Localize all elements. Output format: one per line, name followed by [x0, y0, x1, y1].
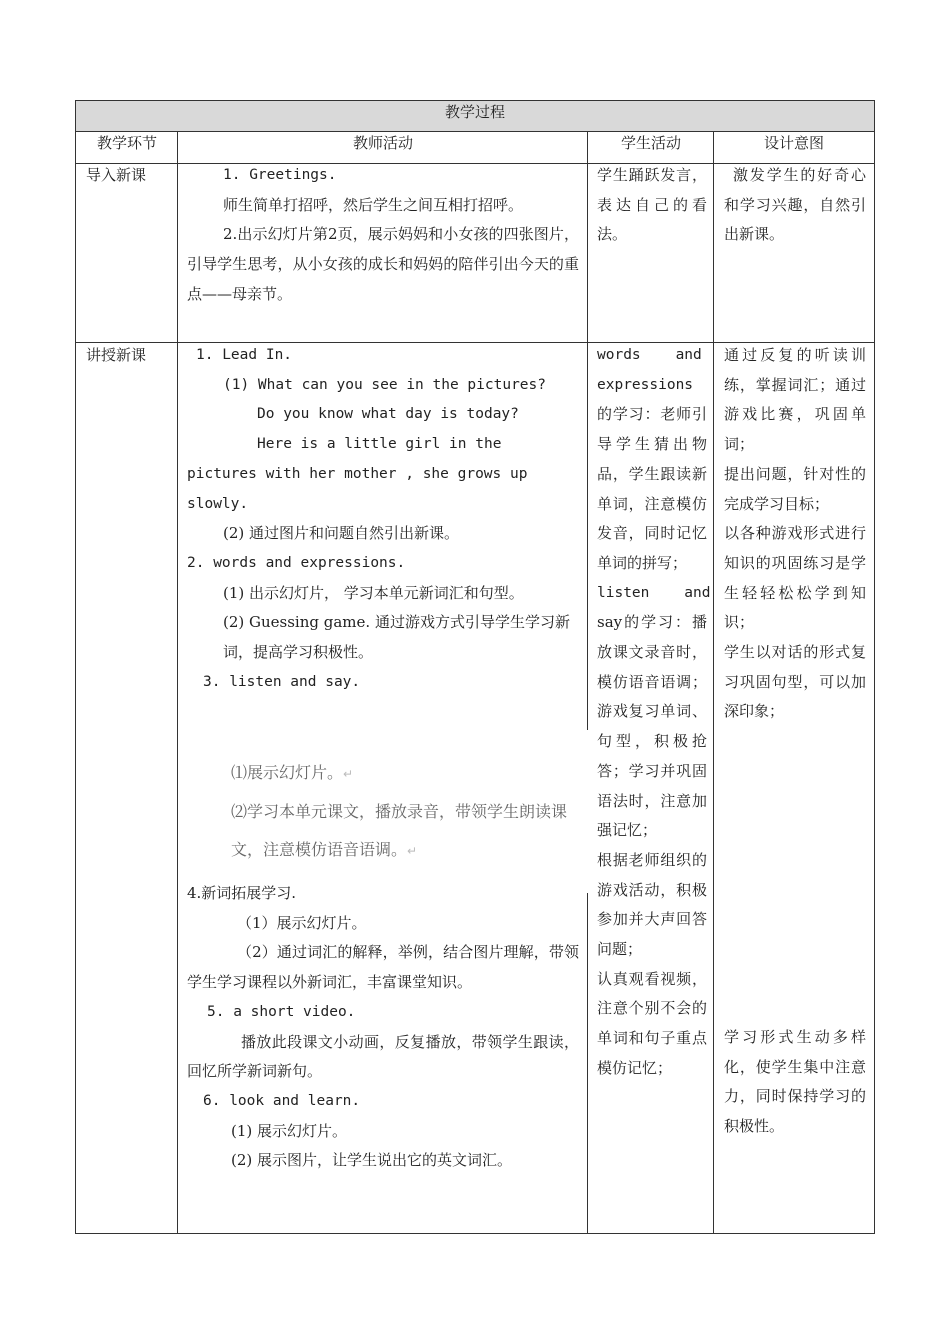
teacher-line: (1) 出示幻灯片， 学习本单元新词汇和句型。 [223, 583, 524, 602]
header-teacher: 教师活动 [178, 132, 588, 164]
image-text: ⑴展示幻灯片。↵ [231, 763, 354, 782]
teacher-line: pictures with her mother , she grows up slowly. [187, 465, 528, 512]
student-line: expressions [597, 376, 694, 393]
teacher-line: 5. a short video. [207, 1003, 356, 1020]
design-intent-main [724, 341, 866, 727]
teacher-line: Do you know what day is today? [257, 406, 519, 423]
student-line: say的学习：播放课文录音时，模仿语音语调；游戏复习单词、句型，积极抢答；学习并巩固语法时，注意加强记忆； [597, 613, 707, 840]
teacher-line: （1）展示幻灯片。 [237, 913, 367, 932]
intent-line: 以各种游戏形式进行知识的巩固练习是学生轻轻松松学到知识； [724, 524, 866, 632]
teacher-line: Here is a little girl in the [257, 436, 502, 453]
design-intent-intro: 激发学生的好奇心和学习兴趣，自然引出新课。 [724, 166, 866, 244]
pasted-slide-image [201, 748, 591, 893]
student-line: 根据老师组织的游戏活动，积极参加并大声回答问题； [597, 850, 707, 959]
column-divider [713, 132, 714, 1234]
teacher-line: (2) 通过图片和问题自然引出新课。 [223, 524, 460, 543]
column-divider [177, 132, 178, 1234]
teacher-activity-main-continued [187, 879, 579, 1176]
stage-new-lesson: 讲授新课 [86, 346, 147, 364]
teacher-activity-main [187, 341, 579, 697]
column-divider [587, 132, 588, 730]
student-activity-intro: 学生踊跃发言，表达自己的看法。 [597, 166, 707, 244]
header-intent: 设计意图 [714, 132, 874, 164]
teacher-line: 2.出示幻灯片第2页，展示妈妈和小女孩的四张图片，引导学生思考，从小女孩的成长和妈妈的陪伴引出今天的重点——母亲节。 [187, 225, 579, 303]
stage-intro: 导入新课 [86, 166, 147, 184]
design-intent-bottom: 学习形式生动多样化，使学生集中注意力，同时保持学习的积极性。 [724, 1028, 866, 1136]
teacher-line: (2) 展示图片，让学生说出它的英文词汇。 [231, 1151, 513, 1170]
intent-line: 提出问题，针对性的完成学习目标； [724, 464, 866, 513]
student-line: 认真观看视频，注意个别不会的单词和句子重点模仿记忆； [597, 969, 707, 1077]
intent-line: 学生以对话的形式复习巩固句型，可以加深印象； [724, 643, 866, 721]
teacher-line: 2. words and expressions. [187, 554, 406, 571]
student-activity-main [597, 341, 711, 1084]
table-title: 教学过程 [76, 101, 874, 132]
teacher-line: (2) Guessing game. 通过游戏方式引导学生学习新词，提高学习积极性。 [223, 613, 570, 662]
student-line: listen and [597, 584, 711, 601]
header-student: 学生活动 [588, 132, 714, 164]
image-text: ⑵学习本单元课文，播放录音，带领学生朗读课文，注意模仿语音语调。↵ [231, 802, 568, 859]
teacher-line: (1) What can you see in the pictures? [223, 376, 547, 393]
student-line: words and [597, 347, 702, 363]
column-divider [587, 871, 588, 1234]
teacher-line: 播放此段课文小动画，反复播放，带领学生跟读，回忆所学新词新句。 [187, 1032, 579, 1081]
teacher-activity-intro [187, 161, 579, 310]
teacher-line: 1. Lead In. [196, 347, 293, 363]
teacher-line: 4.新词拓展学习. [187, 884, 297, 902]
intent-line: 通过反复的听读训练，掌握词汇；通过游戏比赛，巩固单词； [724, 346, 866, 454]
header-stage: 教学环节 [76, 132, 178, 164]
teacher-line: 1. Greetings. [223, 167, 337, 183]
teacher-line: 师生简单打招呼，然后学生之间互相打招呼。 [223, 195, 524, 214]
teacher-line: 6. look and learn. [203, 1092, 361, 1109]
teacher-line: （2）通过词汇的解释，举例，结合图片理解，带领学生学习课程以外新词汇，丰富课堂知识。 [187, 943, 579, 992]
teaching-process-table [75, 100, 875, 1234]
teacher-line: 3. listen and say. [203, 673, 361, 690]
student-line: 的学习：老师引导学生猜出物品，学生跟读新单词，注意模仿发音，同时记忆单词的拼写； [597, 405, 707, 572]
teacher-line: (1) 展示幻灯片。 [231, 1121, 348, 1140]
